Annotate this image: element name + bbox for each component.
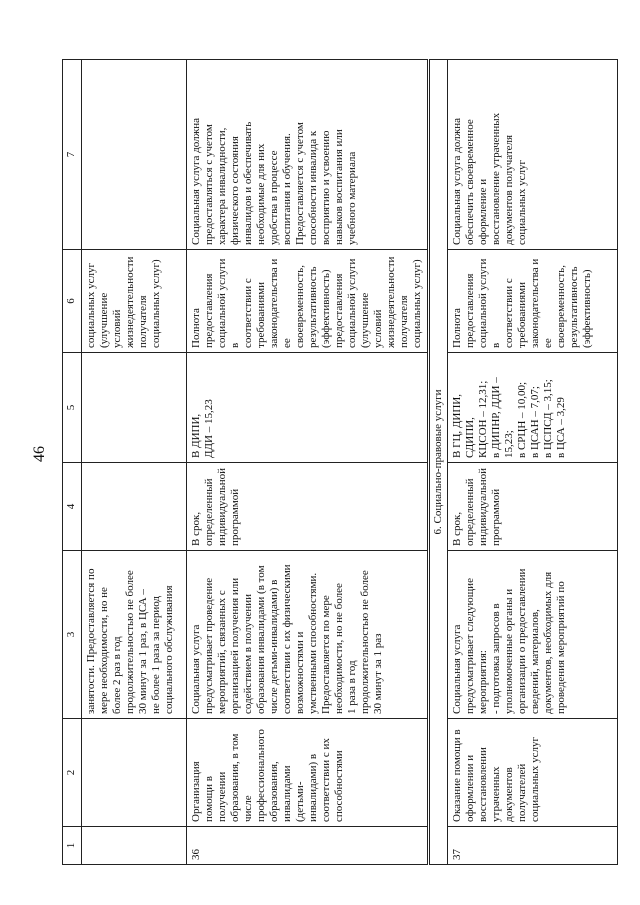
row37-norm: В ГЦ, ДИПИ, СДИПИ, КЦСОН – 12,31; в ДИПНР, ДДИ – 15,23; в СРЦН – 10,00; в ЦСАН – 7,07; в ЦСПСД – 3,15; в ЦСА – 3,29 <box>448 353 618 463</box>
row37-quality: Полнота предоставления социальной услуги в соответствии с требованиями законодательства и ее своевременность, результативность (эффективность) <box>448 250 618 353</box>
rotated-table-container <box>62 60 592 865</box>
row36-norm: В ДИПИ, ДДИ – 15,23 <box>187 353 429 463</box>
cont-norm <box>82 353 187 463</box>
row36-conditions: Социальная услуга должна предоставляться с учетом характера инвалидности, физического состояния инвалидов и обеспечивать необходимые для них удобства в процессе воспитания и обучения. Предоставляется с учетом способности инвалида к восприятию и усвоению навыков воспитания или учебного материала <box>187 60 429 250</box>
header-row <box>63 60 82 865</box>
page-number: 46 <box>31 446 48 462</box>
header-col-2: 2 <box>63 719 82 827</box>
header-col-5: 5 <box>63 353 82 463</box>
row37-name: Оказание помощи в оформлении и восстановлении утраченных документов получателей социальных услуг <box>448 719 618 827</box>
header-col-6: 6 <box>63 250 82 353</box>
cont-quality-text: социальных услуг (улучшение условий жизнедеятельности получателя социальных услуг) <box>85 256 162 348</box>
header-col-3: 3 <box>63 551 82 719</box>
row36-term: В срок, определенный индивидуальной программой <box>187 463 429 551</box>
row36-name: Организация помощи в получении образования, в том числе профессионального образования, инвалидами (детьми- инвалидами) в соответствии с их способностями <box>187 719 429 827</box>
row37-description: Социальная услуга предусматривает следующие мероприятия: - подготовка запросов в уполномоченные органы и организации о предоставлении сведений, материалов, документов, необходимых для проведения мероприятий по <box>448 551 618 719</box>
row36-description: Социальная услуга предусматривает проведение мероприятий, связанных с организацией получения или содействием в получении образования инвалидами (в том числе детьми-инвалидами) в соответствии с их физическими возможностями и умственными способностями. Предоставляется по мере необходимости, но не более 1 раза в год продолжительностью не более 30 минут за 1 раз <box>187 551 429 719</box>
section-row <box>429 60 448 865</box>
continuation-row <box>82 60 187 865</box>
row37-conditions: Социальная услуга должна обеспечить своевременное оформление и восстановление утраченных документов получателя социальных услуг <box>448 60 618 250</box>
cont-conditions <box>82 60 187 250</box>
cont-num <box>82 827 187 865</box>
row36-num: 36 <box>187 827 429 865</box>
row37-term: В срок, определенный индивидуальной программой <box>448 463 618 551</box>
row36-quality: Полнота предоставления социальной услуги в соответствии с требованиями законодательства и ее своевременность, результативность (эффективность) предоставления социальной услуги (улучшение условий жизнедеятельности получателя социальных услуг) <box>187 250 429 353</box>
cont-quality <box>82 250 187 353</box>
section-title: 6. Социально-правовые услуги <box>429 60 448 865</box>
row-37 <box>448 60 618 865</box>
cont-term <box>82 463 187 551</box>
services-table <box>62 59 618 865</box>
cont-description <box>82 551 187 719</box>
row-36 <box>187 60 429 865</box>
header-col-7: 7 <box>63 60 82 250</box>
row37-num: 37 <box>448 827 618 865</box>
cont-name <box>82 719 187 827</box>
header-col-1: 1 <box>63 827 82 865</box>
cont-description-text: занятости. Предоставляется по мере необходимости, но не более 2 раз в год продолжительностью не более 30 минут за 1 раз, в ЦСА – не более 1 раза за период социального обслуживания <box>85 568 175 714</box>
header-col-4: 4 <box>63 463 82 551</box>
